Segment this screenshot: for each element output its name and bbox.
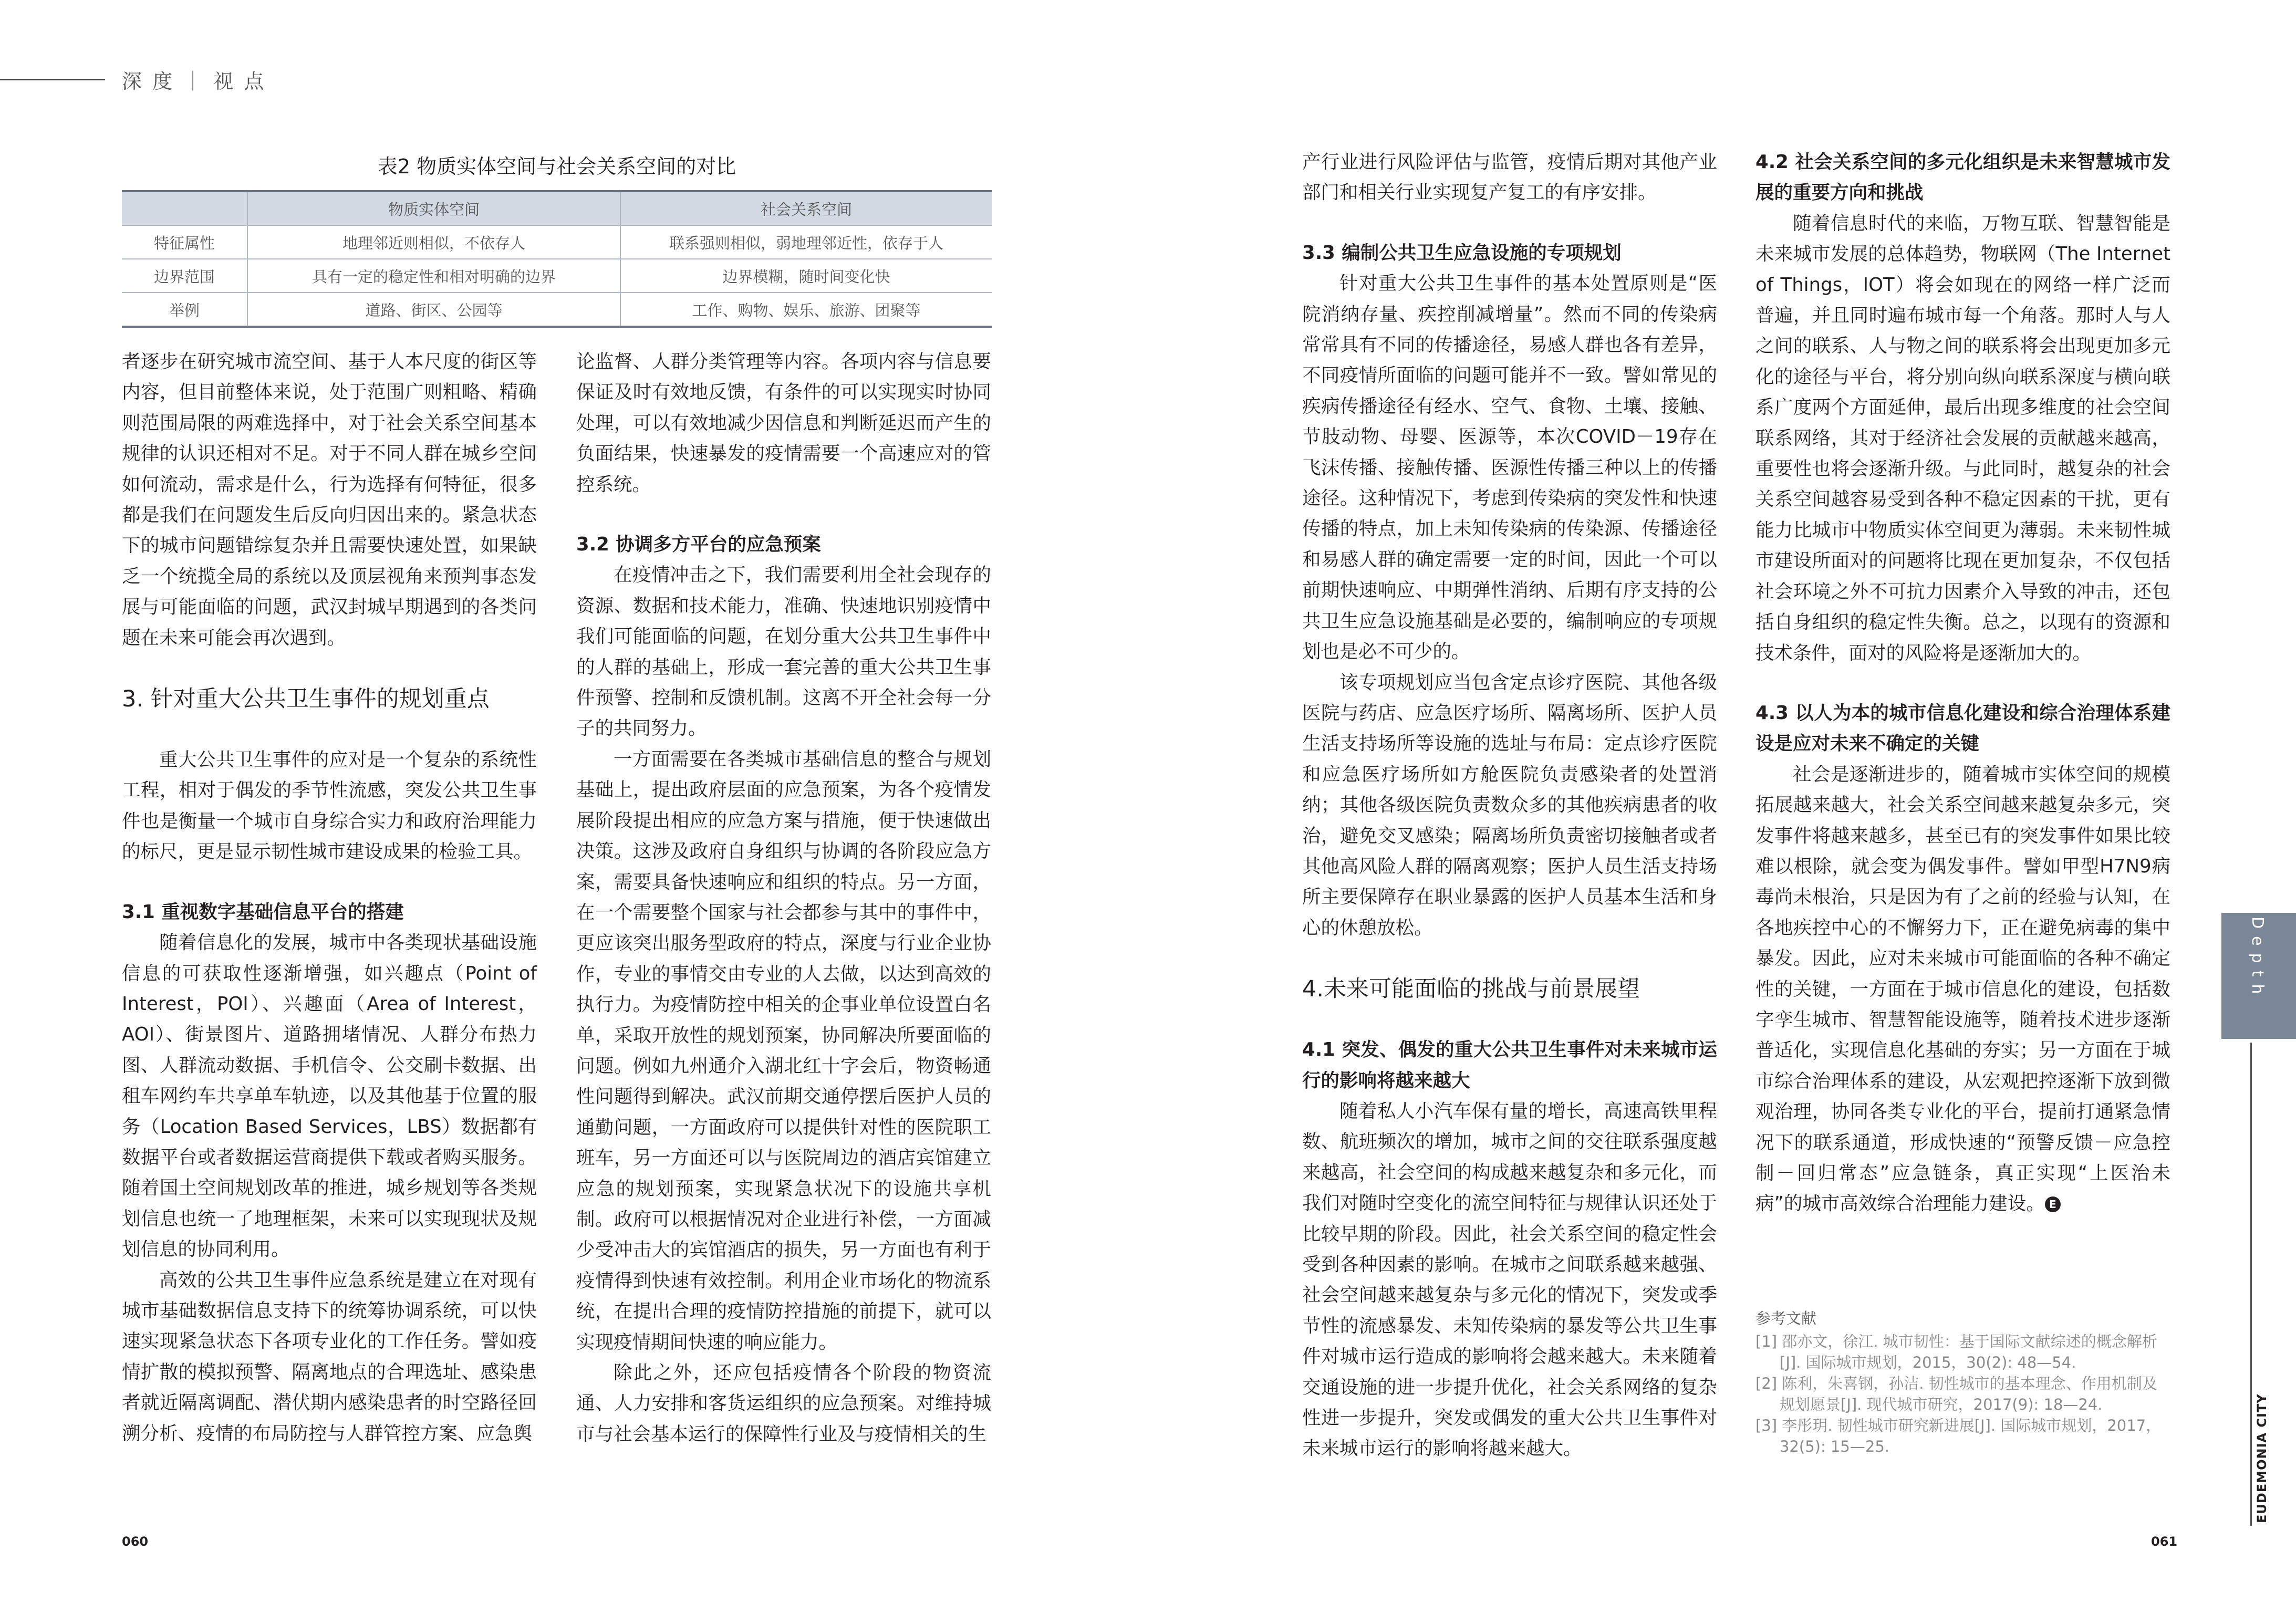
table-cell: 边界范围 [122, 259, 247, 293]
table-cell: 具有一定的稳定性和相对明确的边界 [247, 259, 620, 293]
references-title: 参考文献 [1755, 1309, 1817, 1327]
paragraph: 针对重大公共卫生事件的基本处置原则是“医院消纳存量、疾控削减增量”。然而不同的传染病常常具有不同的传播途径，易感人群也各有差异，不同疫情所面临的问题可能并不一致。譬如常见的疾病传播途径有经水、空气、食物、土壤、接触、节肢动物、母婴、医源等，本次COVID－19存在飞沫传播、接触传播、医源性传播三种以上的传播途径。这种情况下，考虑到传染病的突发性和快速传播的特点，加上未知传染病的传染源、传播途径和易感人群的确定需要一定的时间，因此一个可以前期快速响应、中期弹性消纳、后期有序支持的公共卫生应急设施基础是必要的，编制响应的专项规划也是必不可少的。 [1302, 273, 1717, 663]
subsection-heading-3-2: 3.2 协调多方平台的应急预案 [576, 534, 821, 556]
table-cell: 工作、购物、娱乐、旅游、团聚等 [620, 293, 992, 327]
reference-item: [2] 陈利，朱喜钢，孙洁. 韧性城市的基本理念、作用机制及规划愿景[J]. 现代城市研究，2017(9): 18—24. [1755, 1375, 2157, 1413]
table-row [122, 259, 992, 293]
table-row [122, 225, 992, 259]
text-column-2 [576, 347, 991, 1450]
table-cell: 边界模糊，随时间变化快 [620, 259, 992, 293]
paragraph: 产行业进行风险评估与监管，疫情后期对其他产业部门和相关行业实现复产复工的有序安排。 [1302, 151, 1717, 204]
table-header-cell: 社会关系空间 [620, 191, 992, 225]
table-title: 表2 物质实体空间与社会关系空间的对比 [377, 155, 736, 178]
section-heading-4: 4.未来可能面临的挑战与前景展望 [1302, 976, 1640, 1003]
page-number-left: 060 [122, 1534, 149, 1549]
section-header: 深 度 ｜ 视 点 [122, 70, 266, 93]
paragraph-text: 社会是逐渐进步的，随着城市实体空间的规模拓展越来越大，社会关系空间越来越复杂多元，突发事件将越来越多，甚至已有的突发事件如果比较难以根除，就会变为偶发事件。譬如甲型H7N9病毒尚未根治，只是因为有了之前的经验与认知，在各地疾控中心的不懈努力下，正在避免病毒的集中暴发。因此，应对未来城市可能面临的各种不确定性的关键，一方面在于城市信息化的建设，包括数字孪生城市、智慧智能设施等，随着技术进步逐渐普适化，实现信息化基础的夯实；另一方面在于城市综合治理体系的建设，从宏观把控逐渐下放到微观治理，协同各类专业化的平台，提前打通紧急情况下的联系通道，形成快速的“预警反馈－应急控制－回归常态”应急链条，真正实现“上医治未病”的城市高效综合治理能力建设。 [1755, 763, 2170, 1215]
header-rule [0, 79, 105, 80]
references [1755, 1308, 2170, 1457]
paragraph [1755, 759, 2170, 1220]
subsection-heading-4-2: 4.2 社会关系空间的多元化组织是未来智慧城市发展的重要方向和挑战 [1755, 151, 2170, 204]
paragraph: 随着信息时代的来临，万物互联、智慧智能是未来城市发展的总体趋势，物联网（The Internet of Things，IOT）将会如现在的网络一样广泛而普遍，并且同时遍布城市每一个角落。那时人与人之间的联系、人与物之间的联系将会出现更加多元化的途径与平台，将分别向纵向联系深度与横向联系广度两个方面延伸，最后出现多维度的社会空间联系网络，其对于经济社会发展的贡献越来越高，重要性也将会逐渐升级。与此同时，越复杂的社会关系空间越容易受到各种不稳定因素的干扰，更有能力比城市中物质实体空间更为薄弱。未来韧性城市建设所面对的问题将比现在更加复杂，不仅包括社会环境之外不可抗力因素介入导致的冲击，还包括自身组织的稳定性失衡。总之，以现有的资源和技术条件，面对的风险将是逐渐加大的。 [1755, 212, 2170, 664]
side-tab-label: Depth [2248, 917, 2267, 1002]
comparison-table [122, 190, 992, 328]
table-row [122, 293, 992, 327]
paragraph: 重大公共卫生事件的应对是一个复杂的系统性工程，相对于偶发的季节性流感，突发公共卫生事件也是衡量一个城市自身综合实力和政府治理能力的标尺，更是显示韧性城市建设成果的检验工具。 [122, 749, 537, 863]
table-header-row [122, 191, 992, 225]
paragraph: 随着私人小汽车保有量的增长，高速高铁里程数、航班频次的增加，城市之间的交往联系强度越来越高，社会空间的构成越来越复杂和多元化，而我们对随时空变化的流空间特征与规律认识还处于比较早期的阶段。因此，社会关系空间的稳定性会受到各种因素的影响。在城市之间联系越来越强、社会空间越来越复杂与多元化的情况下，突发或季节性的流感暴发、未知传染病的暴发等公共卫生事件对城市运行造成的影响将会越来越大。未来随着交通设施的进一步提升优化，社会关系网络的复杂性进一步提升，突发或偶发的重大公共卫生事件对未来城市运行的影响将越来越大。 [1302, 1100, 1717, 1460]
side-rule [2250, 1043, 2252, 1526]
text-column-4 [1755, 147, 2170, 1220]
paragraph: 该专项规划应当包含定点诊疗医院、其他各级医院与药店、应急医疗场所、隔离场所、医护人员生活支持场所等设施的选址与布局：定点诊疗医院和应急医疗场所如方舱医院负责感染者的处置消纳；其他各级医院负责数众多的其他疾病患者的收治，避免交叉感染；隔离场所负责密切接触者或者其他高风险人群的隔离观察；医护人员生活支持场所主要保障存在职业暴露的医护人员基本生活和身心的休憩放松。 [1302, 671, 1717, 939]
text-column-3 [1302, 147, 1717, 1464]
paragraph: 随着信息化的发展，城市中各类现状基础设施信息的可获取性逐渐增强，如兴趣点（Point of Interest，POI）、兴趣面（Area of Interest，AOI）、街景图片、道路拥堵情况、人群分布热力图、人群流动数据、手机信令、公交刷卡数据、出租车网约车共享单车轨迹，以及其他基于位置的服务（Location Based Services，LBS）数据都有数据平台或者数据运营商提供下载或者购买服务。随着国土空间规划改革的推进，城乡规划等各类规划信息也统一了地理框架，未来可以实现现状及规划信息的协同利用。 [122, 932, 537, 1261]
table-cell: 特征属性 [122, 225, 247, 259]
paragraph: 者逐步在研究城市流空间、基于人本尺度的街区等内容，但目前整体来说，处于范围广则粗略、精确则范围局限的两难选择中，对于社会关系空间基本规律的认识还相对不足。对于不同人群在城乡空间如何流动，需求是什么，行为选择有何特征，很多都是我们在问题发生后反向归因出来的。紧急状态下的城市问题错综复杂并且需要快速处置，如果缺乏一个统揽全局的系统以及顶层视角来预判事态发展与可能面临的问题，武汉封城早期遇到的各类问题在未来可能会再次遇到。 [122, 351, 537, 649]
paragraph: 论监督、人群分类管理等内容。各项内容与信息要保证及时有效地反馈，有条件的可以实现实时协同处理，可以有效地减少因信息和判断延迟而产生的负面结果，快速暴发的疫情需要一个高速应对的管控系统。 [576, 351, 991, 495]
page-number-right: 061 [2151, 1534, 2178, 1549]
subsection-heading-4-1: 4.1 突发、偶发的重大公共卫生事件对未来城市运行的影响将越来越大 [1302, 1039, 1717, 1091]
reference-item: [1] 邵亦文，徐江. 城市韧性：基于国际文献综述的概念解析[J]. 国际城市规划，2015，30(2): 48—54. [1755, 1333, 2157, 1371]
subsection-heading-3-1: 3.1 重视数字基础信息平台的搭建 [122, 901, 404, 923]
subsection-heading-4-3: 4.3 以人为本的城市信息化建设和综合治理体系建设是应对未来不确定的关键 [1755, 702, 2170, 755]
table-cell: 举例 [122, 293, 247, 327]
subsection-heading-3-3: 3.3 编制公共卫生应急设施的专项规划 [1302, 242, 1622, 264]
table-cell: 地理邻近则相似，不依存人 [247, 225, 620, 259]
side-brand: EUDEMONIA CITY [2255, 1393, 2269, 1523]
table-header-cell: 物质实体空间 [247, 191, 620, 225]
table-cell: 道路、街区、公园等 [247, 293, 620, 327]
reference-item: [3] 李彤玥. 韧性城市研究新进展[J]. 国际城市规划，2017，32(5): 15—25. [1755, 1417, 2162, 1455]
text-column-1 [122, 347, 537, 1449]
paragraph: 在疫情冲击之下，我们需要利用全社会现存的资源、数据和技术能力，准确、快速地识别疫情中我们可能面临的问题，在划分重大公共卫生事件中的人群的基础上，形成一套完善的重大公共卫生事件预警、控制和反馈机制。这离不开全社会每一分子的共同努力。 [576, 564, 991, 740]
table-header-cell [122, 191, 247, 225]
section-heading-3: 3. 针对重大公共卫生事件的规划重点 [122, 686, 490, 713]
end-mark-icon: E [2045, 1196, 2061, 1212]
table-cell: 联系强则相似，弱地理邻近性，依存于人 [620, 225, 992, 259]
paragraph: 除此之外，还应包括疫情各个阶段的物资流通、人力安排和客货运组织的应急预案。对维持城市与社会基本运行的保障性行业及与疫情相关的生 [576, 1362, 991, 1445]
paragraph: 一方面需要在各类城市基础信息的整合与规划基础上，提出政府层面的应急预案，为各个疫情发展阶段提出相应的应急方案与措施，便于快速做出决策。这涉及政府自身组织与协调的各阶段应急方案，需要具备快速响应和组织的特点。另一方面，在一个需要整个国家与社会都参与其中的事件中，更应该突出服务型政府的特点，深度与行业企业协作，专业的事情交由专业的人去做，以达到高效的执行力。为疫情防控中相关的企事业单位设置白名单，采取开放性的规划预案，协同解决所要面临的问题。例如九州通介入湖北红十字会后，物资畅通性问题得到解决。武汉前期交通停摆后医护人员的通勤问题，一方面政府可以提供针对性的医院职工班车，另一方面还可以与医院周边的酒店宾馆建立应急的规划预案，实现紧急状况下的设施共享机制。政府可以根据情况对企业进行补偿，一方面减少受冲击大的宾馆酒店的损失，另一方面也有利于疫情得到快速有效控制。利用企业市场化的物流系统，在提出合理的疫情防控措施的前提下，就可以实现疫情期间快速的响应能力。 [576, 748, 991, 1353]
paragraph: 高效的公共卫生事件应急系统是建立在对现有城市基础数据信息支持下的统筹协调系统，可以快速实现紧急状态下各项专业化的工作任务。譬如疫情扩散的模拟预警、隔离地点的合理选址、感染患者就近隔离调配、潜伏期内感染患者的时空路径回溯分析、疫情的布局防控与人群管控方案、应急舆 [122, 1269, 537, 1444]
